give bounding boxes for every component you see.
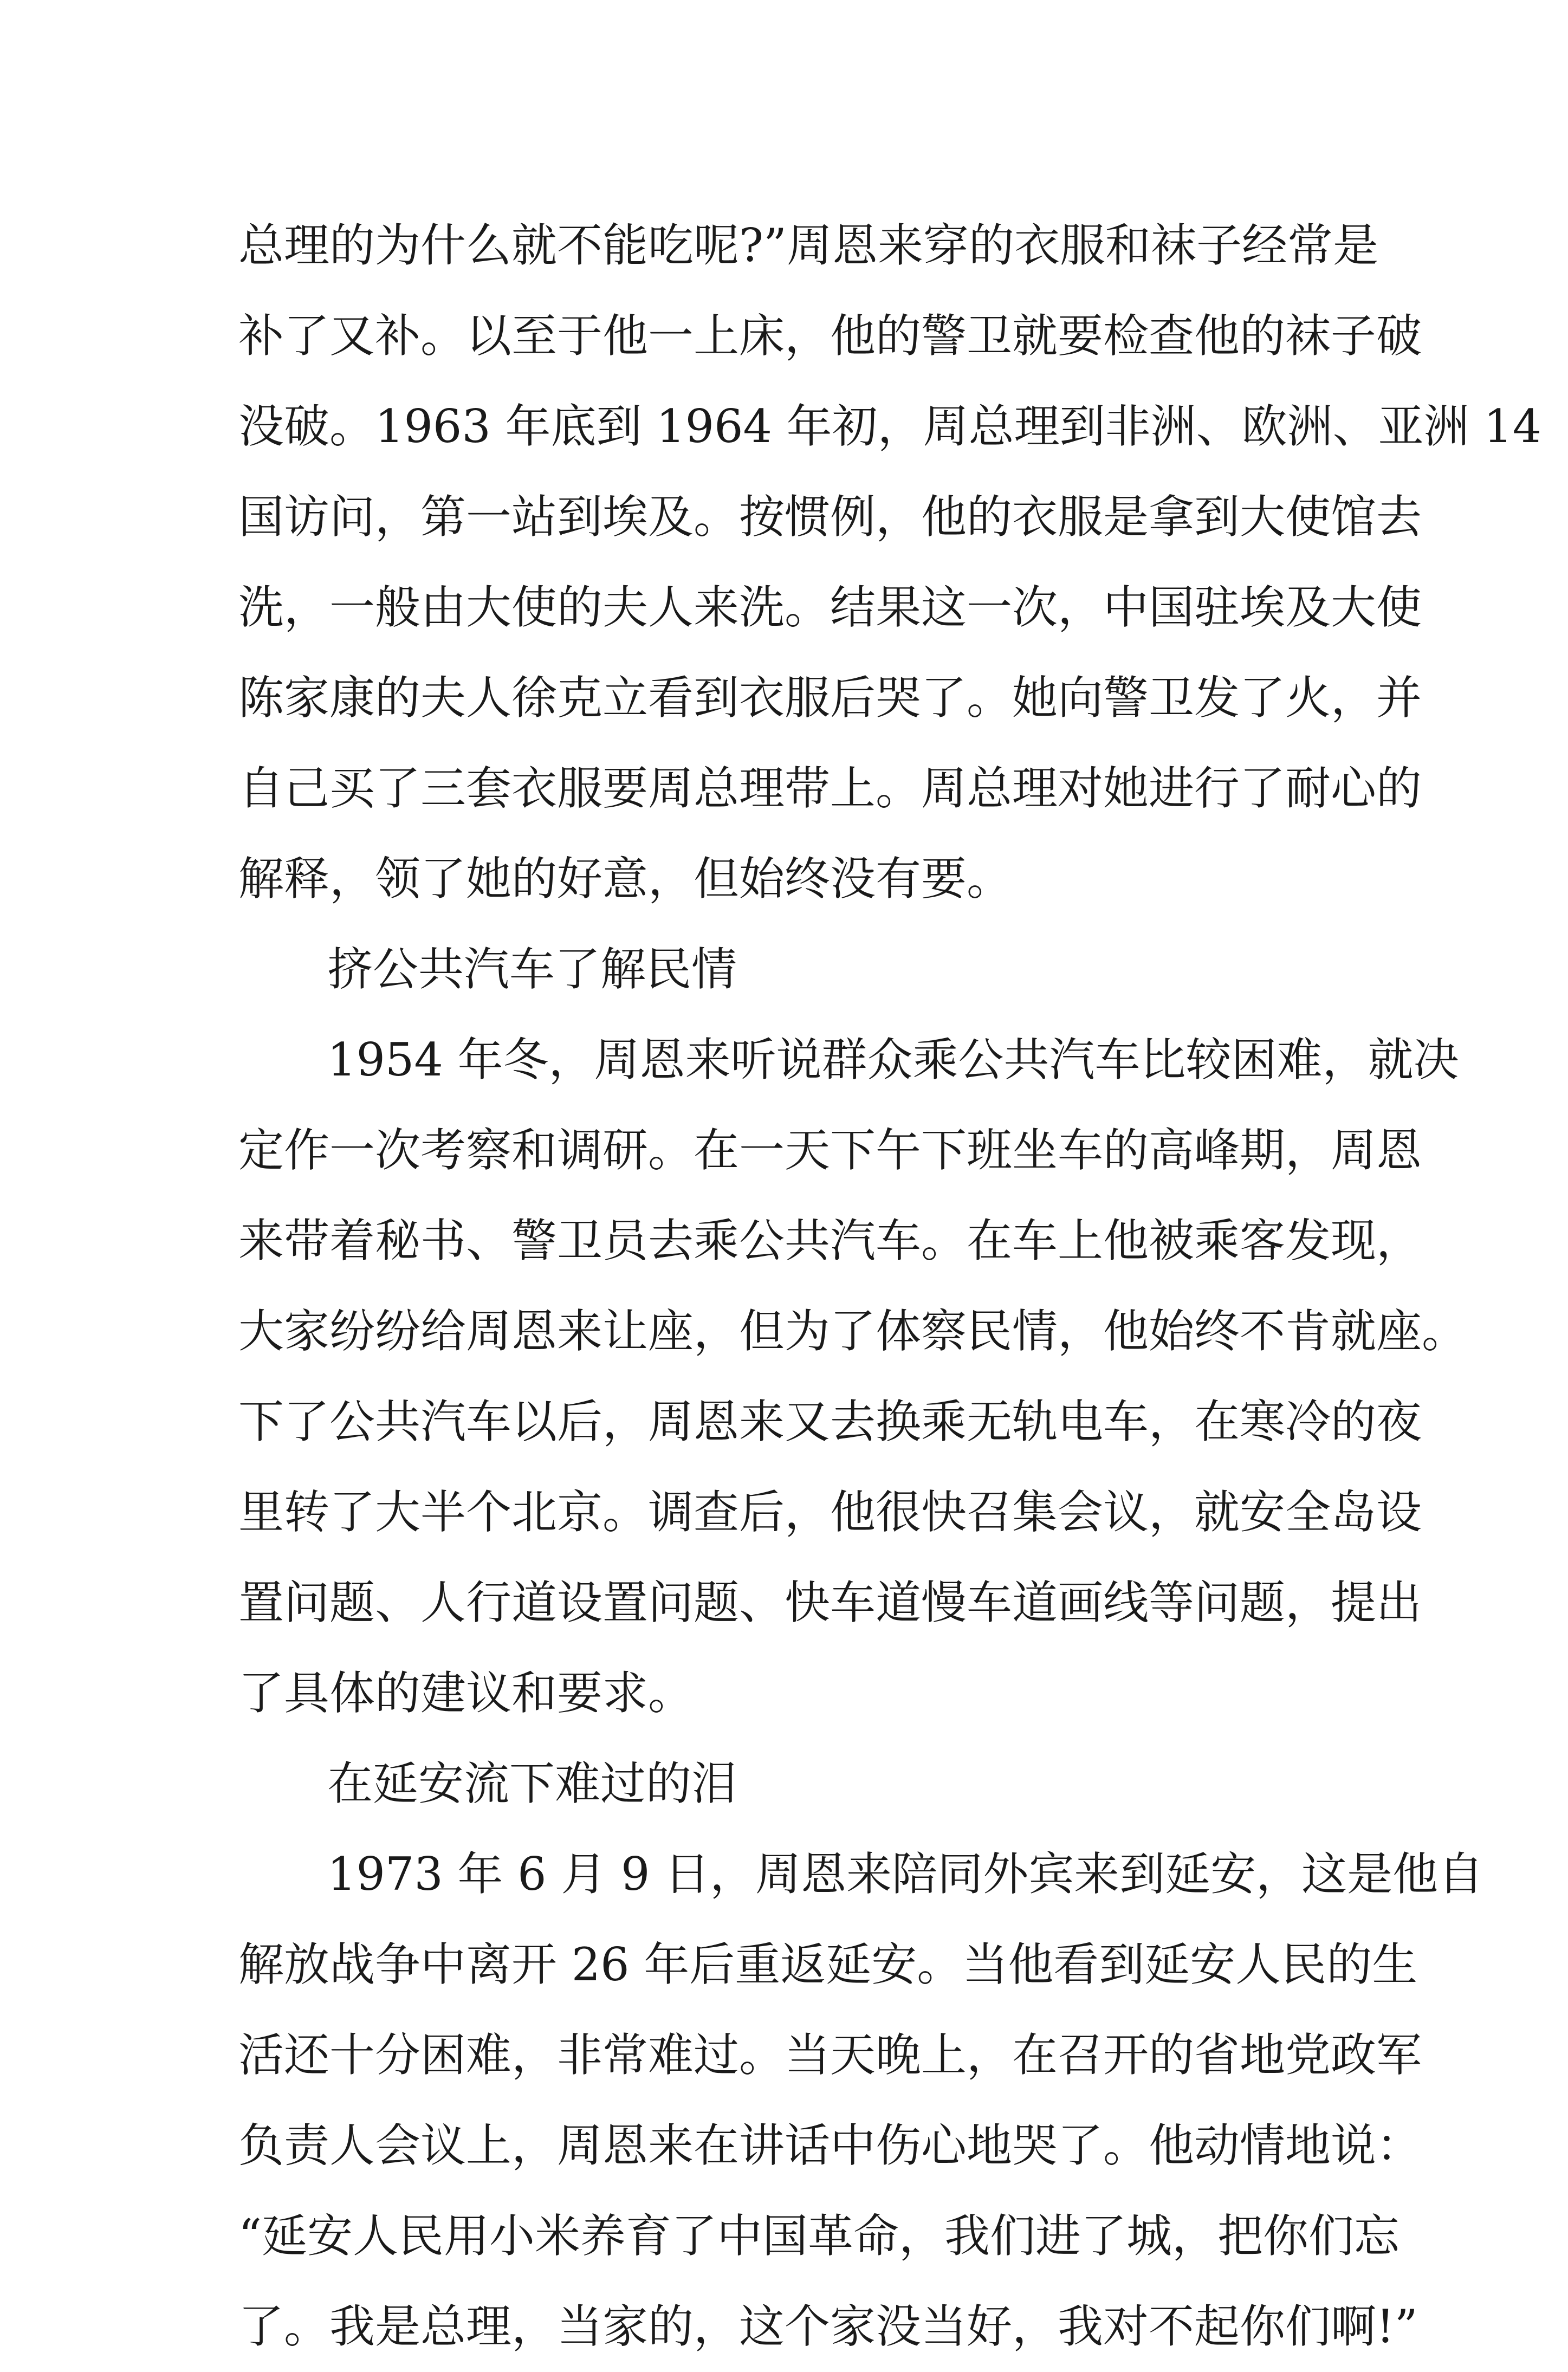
body-line: 活还十分困难，非常难过。当天晚上，在召开的省地党政军 — [238, 2028, 1422, 2082]
body-line: 置问题、人行道设置问题、快车道慢车道画线等问题，提出 — [238, 1576, 1422, 1629]
body-line: 没破。1963 年底到 1964 年初，周总理到非洲、欧洲、亚洲 14 — [238, 400, 1542, 453]
body-line: 洗，一般由大使的夫人来洗。结果这一次，中国驻埃及大使 — [238, 581, 1422, 634]
body-line: 解放战争中离开 26 年后重返延安。当他看到延安人民的生 — [238, 1938, 1418, 1991]
body-line: 总理的为什么就不能吃呢?”周恩来穿的衣服和袜子经常是 — [238, 219, 1378, 272]
body-line: 定作一次考察和调研。在一天下午下班坐车的高峰期，周恩 — [238, 1124, 1422, 1177]
body-line: 了具体的建议和要求。 — [238, 1667, 694, 1720]
paragraph-first-line: 1954 年冬，周恩来听说群众乘公共汽车比较困难，就决 — [327, 1033, 1459, 1086]
body-line: 了。我是总理，当家的，这个家没当好，我对不起你们啊!” — [238, 2300, 1418, 2353]
body-line: 负责人会议上，周恩来在讲话中伤心地哭了。他动情地说： — [238, 2119, 1422, 2172]
body-line: “延安人民用小米养育了中国革命，我们进了城，把你们忘 — [238, 2209, 1399, 2263]
body-line: 解释，领了她的好意，但始终没有要。 — [238, 852, 1013, 905]
body-line: 来带着秘书、警卫员去乘公共汽车。在车上他被乘客发现， — [238, 1214, 1422, 1267]
document-body — [238, 200, 1542, 2372]
body-line: 大家纷纷给周恩来让座，但为了体察民情，他始终不肯就座。 — [238, 1305, 1468, 1358]
paragraph-first-line: 1973 年 6 月 9 日，周恩来陪同外宾来到延安，这是他自 — [327, 1848, 1484, 1901]
body-line: 陈家康的夫人徐克立看到衣服后哭了。她向警卫发了火，并 — [238, 671, 1422, 724]
body-line: 国访问，第一站到埃及。按惯例，他的衣服是拿到大使馆去 — [238, 490, 1422, 543]
body-line: 自己买了三套衣服要周总理带上。周总理对她进行了耐心的 — [238, 762, 1422, 815]
section-heading: 在延安流下难过的泪 — [327, 1757, 737, 1810]
body-line: 补了又补。以至于他一上床，他的警卫就要检查他的袜子破 — [238, 309, 1422, 362]
body-line: 下了公共汽车以后，周恩来又去换乘无轨电车，在寒冷的夜 — [238, 1395, 1422, 1448]
section-heading: 挤公共汽车了解民情 — [327, 943, 737, 996]
body-line: 里转了大半个北京。调查后，他很快召集会议，就安全岛设 — [238, 1486, 1422, 1539]
